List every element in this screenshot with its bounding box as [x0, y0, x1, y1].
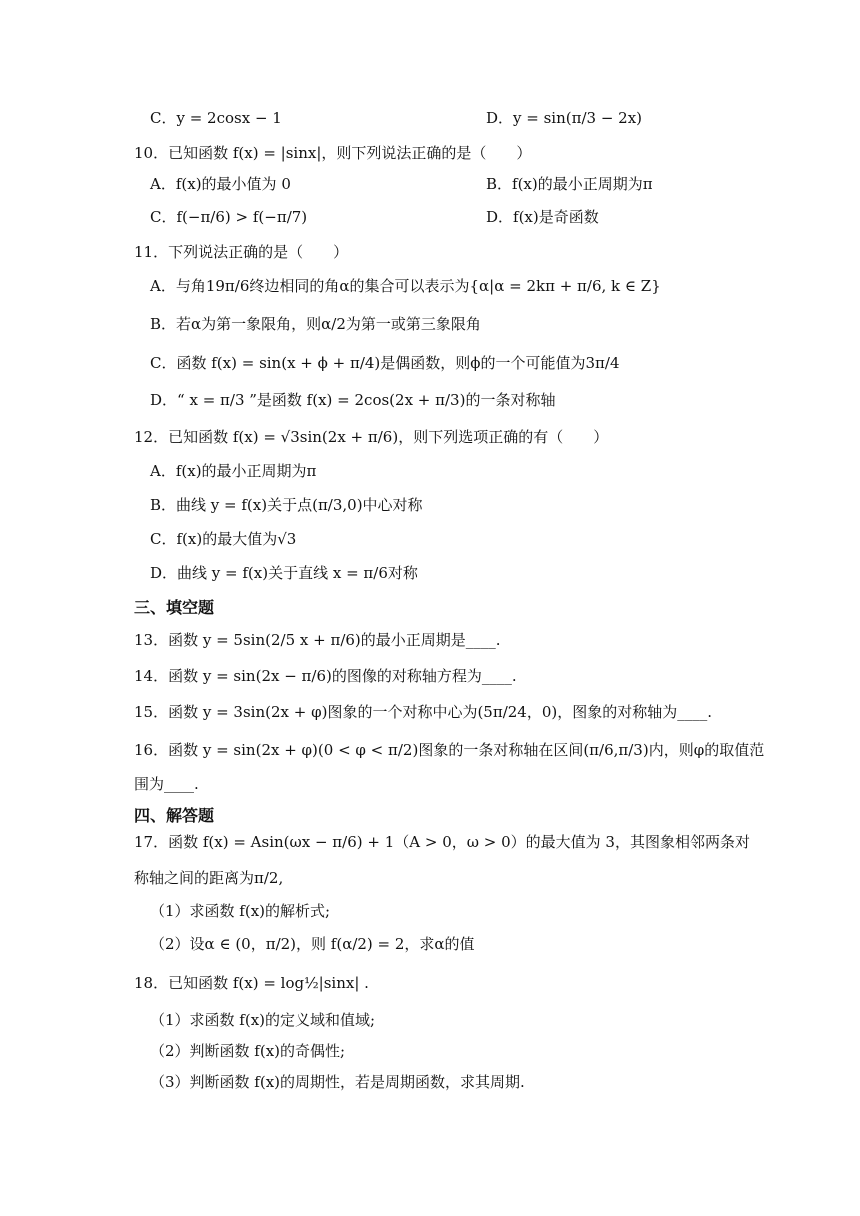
- option-11a: A．与角19π/6终边相同的角α的集合可以表示为{α|α = 2kπ + π/6, k ∈ Z}: [150, 277, 661, 295]
- question-17-part-2: （2）设α ∈ (0，π/2)，则 f(α/2) = 2，求α的值: [150, 935, 475, 953]
- question-17: 17．函数 f(x) = Asin(ωx − π/6) + 1（A > 0，ω > 0）的最大值为 3，其图象相邻两条对: [134, 833, 750, 851]
- question-12: 12．已知函数 f(x) = √3sin(2x + π/6)，则下列选项正确的有（ ）: [134, 428, 609, 446]
- option-12d: D．曲线 y = f(x)关于直线 x = π/6对称: [150, 564, 418, 582]
- question-13: 13．函数 y = 5sin(2/5 x + π/6)的最小正周期是____.: [134, 631, 501, 649]
- option-12c: C．f(x)的最大值为√3: [150, 530, 297, 548]
- option-12b: B．曲线 y = f(x)关于点(π/3,0)中心对称: [150, 496, 423, 514]
- question-18-part-1: （1）求函数 f(x)的定义域和值域;: [150, 1011, 376, 1029]
- option-9d: D．y = sin(π/3 − 2x): [486, 109, 643, 127]
- question-14: 14．函数 y = sin(2x − π/6)的图像的对称轴方程为____.: [134, 667, 517, 685]
- option-11d: D．“ x = π/3 ”是函数 f(x) = 2cos(2x + π/3)的一条对称轴: [150, 391, 556, 409]
- question-17-part-1: （1）求函数 f(x)的解析式;: [150, 902, 331, 920]
- question-18-part-3: （3）判断函数 f(x)的周期性，若是周期函数，求其周期.: [150, 1073, 525, 1091]
- question-11: 11．下列说法正确的是（ ）: [134, 243, 349, 261]
- section-title-fill-in: 三、填空题: [134, 598, 215, 617]
- option-9c: C．y = 2cosx − 1: [150, 109, 282, 127]
- option-11c: C．函数 f(x) = sin(x + ϕ + π/4)是偶函数，则ϕ的一个可能值为3π/4: [150, 354, 620, 372]
- option-10d: D．f(x)是奇函数: [486, 208, 599, 226]
- question-18: 18．已知函数 f(x) = log½|sinx| .: [134, 974, 369, 992]
- question-16-cont: 围为____.: [134, 775, 199, 793]
- question-10: 10．已知函数 f(x) = |sinx|，则下列说法正确的是（ ）: [134, 144, 532, 162]
- option-10a: A．f(x)的最小值为 0: [150, 175, 291, 193]
- question-17-cont: 称轴之间的距离为π/2,: [134, 869, 284, 887]
- section-title-solve: 四、解答题: [134, 806, 215, 825]
- option-12a: A．f(x)的最小正周期为π: [150, 462, 317, 480]
- question-16: 16．函数 y = sin(2x + φ)(0 < φ < π/2)图象的一条对称轴在区间(π/6,π/3)内，则φ的取值范: [134, 741, 765, 759]
- option-10b: B．f(x)的最小正周期为π: [486, 175, 653, 193]
- option-11b: B．若α为第一象限角，则α/2为第一或第三象限角: [150, 315, 481, 333]
- question-15: 15．函数 y = 3sin(2x + φ)图象的一个对称中心为(5π/24，0)，图象的对称轴为____.: [134, 703, 713, 721]
- question-18-part-2: （2）判断函数 f(x)的奇偶性;: [150, 1042, 346, 1060]
- option-10c: C．f(−π/6) > f(−π/7): [150, 208, 308, 226]
